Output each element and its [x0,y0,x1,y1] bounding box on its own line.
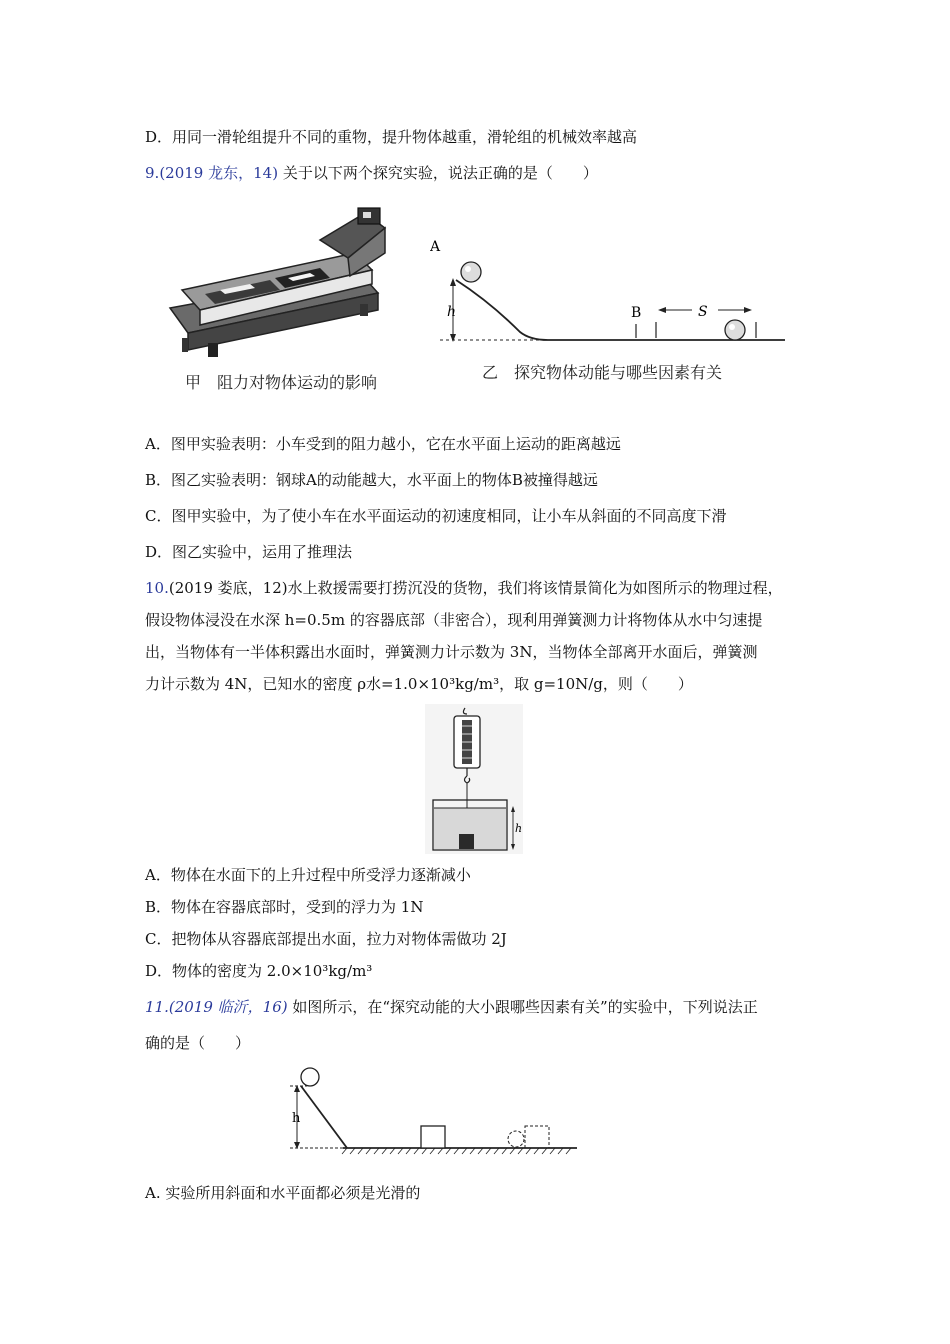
q11-option-a: A. 实验所用斜面和水平面都必须是光滑的 [145,1184,421,1202]
q9-number: 9. [145,164,160,182]
submerged-object-icon [459,834,474,849]
q10-stem-line-4: 力计示数为 4N，已知水的密度 ρ水=1.0×10³kg/m³，取 g=10N/g，则（ ） [145,675,693,693]
label-a: A [430,239,441,255]
q10-option-a: A．物体在水面下的上升过程中所受浮力逐渐减小 [145,866,471,884]
q9-figure-left-caption: 甲 阻力对物体运动的影响 [185,373,378,392]
q10-number: 10. [145,579,169,597]
q9-figure-right-caption: 乙 探究物体动能与哪些因素有关 [482,363,723,382]
q10-stem-text-1: 水上救援需要打捞沉没的货物，我们将该情景简化为如图所示的物理过程， [287,579,783,597]
q9-figure-left [160,198,420,398]
block-icon [421,1126,445,1148]
q9-option-a: A．图甲实验表明：小车受到的阻力越小，它在水平面上运动的距离越远 [145,435,621,453]
spring-scale-container-diagram [425,704,523,854]
label-h: h [447,304,457,320]
label-b: B [631,305,642,321]
q10-source: (2019 娄底，12) [168,579,288,597]
q9-figure-right [430,232,790,392]
q11-stem-text-1: 如图所示，在“探究动能的大小跟哪些因素有关”的实验中，下列说法正 [287,998,758,1016]
q9-stem-text: 关于以下两个探究实验，说法正确的是（ ） [278,164,598,182]
q8-option-d: D．用同一滑轮组提升不同的重物，提升物体越重，滑轮组的机械效率越高 [145,128,638,146]
ball-incline-block-diagram [285,1066,590,1166]
q9-source: (2019 龙东，14) [159,164,279,182]
q11-number-source: 11.(2019 临沂，16) [145,998,288,1016]
ball-final-position-icon [508,1131,524,1147]
q9-option-c: C．图甲实验中，为了使小车在水平面运动的初速度相同，让小车从斜面的不同高度下滑 [145,507,727,525]
q10-option-c: C．把物体从容器底部提出水面，拉力对物体需做功 2J [145,930,507,948]
q11-stem-line-1 [145,997,758,1017]
trolley-ramp-illustration [160,198,390,363]
block-final-position-icon [525,1126,549,1148]
q10-stem-line-3: 出，当物体有一半体积露出水面时，弹簧测力计示数为 3N，当物体全部离开水面后，弹簧测 [145,643,758,661]
q9-stem [145,163,598,183]
ball-a-icon [461,262,481,282]
q9-option-b: B．图乙实验表明：钢球A的动能越大，水平面上的物体B被撞得越远 [145,471,598,489]
q10-stem-line-1 [145,578,783,598]
label-s: S [698,304,708,320]
q10-stem-line-2: 假设物体浸没在水深 h=0.5m 的容器底部（非密合），现利用弹簧测力计将物体从水中匀速提 [145,611,763,629]
q9-option-d: D．图乙实验中，运用了推理法 [145,543,353,561]
label-h: h [292,1111,301,1126]
q11-stem-line-2: 确的是（ ） [145,1034,251,1052]
q11-figure [285,1066,590,1166]
q10-figure [425,704,523,854]
ball-icon [301,1068,319,1086]
q10-option-b: B．物体在容器底部时，受到的浮力为 1N [145,898,424,916]
label-h: h [515,822,523,835]
ball-b-icon [725,320,745,340]
ball-incline-diagram [430,232,790,352]
q10-option-d: D．物体的密度为 2.0×10³kg/m³ [145,962,373,980]
